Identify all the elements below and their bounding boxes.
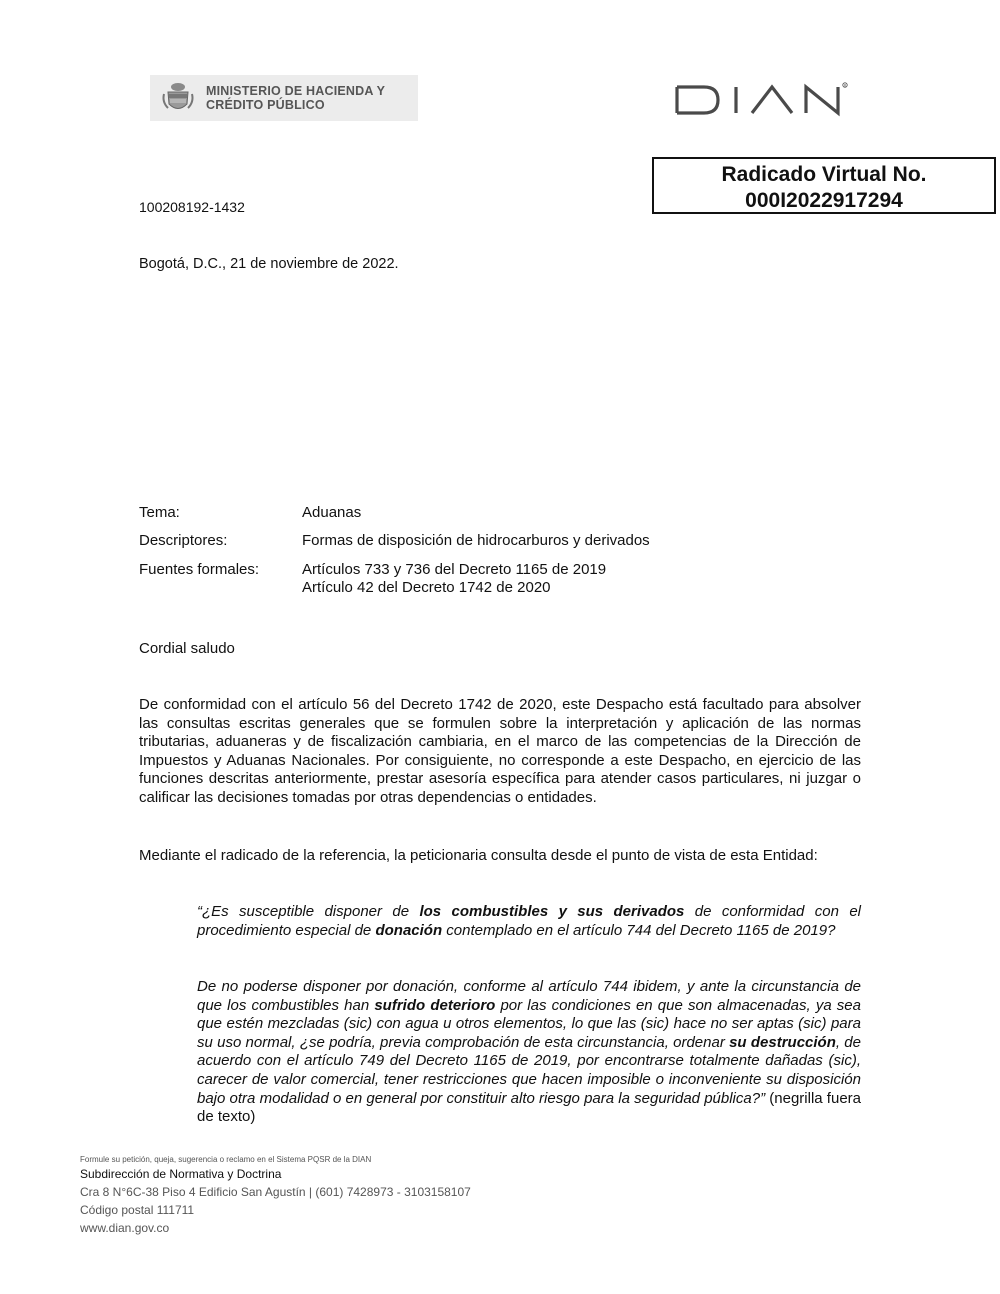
- svg-text:DIAN: DIAN: [674, 80, 677, 81]
- tema-value: Aduanas: [302, 504, 362, 521]
- quote1-text-3: contemplado en el artículo 744 del Decreto 1165 de 2019?: [442, 921, 836, 939]
- paragraph-consulta: Mediante el radicado de la referencia, la peticionaria consulta desde el punto de vista de esta Entidad:: [139, 847, 818, 864]
- quote2-text-2: por las condiciones en que son almacenadas, ya sea que estén mezcladas (sic) con agua u otros elementos, lo que las (sic) hace no ser aptas (sic) para su uso normal, ¿se podría, previa comprobación de esta circunstancia, ordenar: [197, 996, 861, 1051]
- ministry-line-1: MINISTERIO DE HACIENDA Y: [206, 84, 386, 98]
- radicado-box: [652, 157, 996, 214]
- descriptores-label: Descriptores:: [139, 532, 228, 549]
- colombia-coat-of-arms-icon: [160, 80, 196, 116]
- quote1-text-2: de conformidad con el procedimiento especial de: [197, 903, 861, 939]
- quote1-bold-2: donación: [375, 921, 443, 939]
- ministry-logo: [150, 75, 418, 121]
- footer-subdireccion: Subdirección de Normativa y Doctrina: [80, 1167, 282, 1181]
- quote-question-2: [197, 978, 861, 1127]
- footer-postal-code: Código postal 111711: [80, 1203, 195, 1217]
- descriptores-value: Formas de disposición de hidrocarburos y derivados: [302, 532, 650, 549]
- quote2-suffix: (negrilla fuera de texto): [197, 1089, 861, 1126]
- fuentes-value-line-1: Artículos 733 y 736 del Decreto 1165 de 2019: [302, 561, 607, 578]
- footer-address: Cra 8 N°6C-38 Piso 4 Edificio San Agustín | (601) 7428973 - 3103158107: [80, 1185, 471, 1199]
- quote1-text-1: “¿Es susceptible disponer de: [197, 903, 420, 920]
- quote2-text-3: , de acuerdo con el artículo 749 del Decreto 1165 de 2019, por encontrarse totalmente dañadas (sic), carecer de valor comercial, tener restricciones que hacen imposible o inconveniente su disposición bajo otra modalidad o en general por constituir alto riesgo para la seguridad pública?”: [197, 1033, 861, 1107]
- reference-number: 100208192-1432: [139, 199, 245, 215]
- greeting: Cordial saludo: [139, 640, 235, 657]
- quote2-bold-2: su destrucción: [729, 1033, 836, 1051]
- fuentes-value-line-2: Artículo 42 del Decreto 1742 de 2020: [302, 579, 551, 596]
- quote2-text-1: De no poderse disponer por donación, conforme al artículo 744 ibidem, y ante la circunstancia de que los combustibles han: [197, 978, 861, 1014]
- quote2-bold-1: sufrido deterioro: [374, 996, 496, 1014]
- svg-text:R: R: [843, 83, 847, 88]
- paragraph-competence: De conformidad con el artículo 56 del Decreto 1742 de 2020, este Despacho está facultado para absolver las consultas escritas generales que se formulen sobre la interpretación y aplicación de las normas tributarias, aduaneras y de fiscalización cambiaria, en el marco de las competencias de la Dirección de Impuestos y Aduanas Nacionales. Por consiguiente, no corresponde a este Despacho, en ejercicio de las funciones descritas anteriormente, prestar asesoría específica para atender casos particulares, ni juzgar o calificar las decisiones tomadas por otras dependencias o entidades.: [139, 696, 861, 806]
- footer-website-link[interactable]: www.dian.gov.co: [80, 1221, 170, 1235]
- quote1-bold-1: los combustibles y sus derivados: [419, 903, 685, 920]
- date-line: Bogotá, D.C., 21 de noviembre de 2022.: [139, 256, 399, 272]
- dian-logo: [674, 80, 854, 120]
- ministry-name: [206, 84, 385, 112]
- tema-label: Tema:: [139, 504, 180, 521]
- quote-question-1: [197, 903, 861, 940]
- radicado-label: Radicado Virtual No.: [721, 163, 927, 186]
- fuentes-value: [302, 561, 606, 597]
- footer-pqsr-note: Formule su petición, queja, sugerencia o reclamo en el Sistema PQSR de la DIAN: [80, 1155, 372, 1164]
- radicado-number: 000I2022917294: [745, 189, 903, 212]
- ministry-line-2: CRÉDITO PÚBLICO: [206, 98, 325, 112]
- fuentes-label: Fuentes formales:: [139, 561, 260, 578]
